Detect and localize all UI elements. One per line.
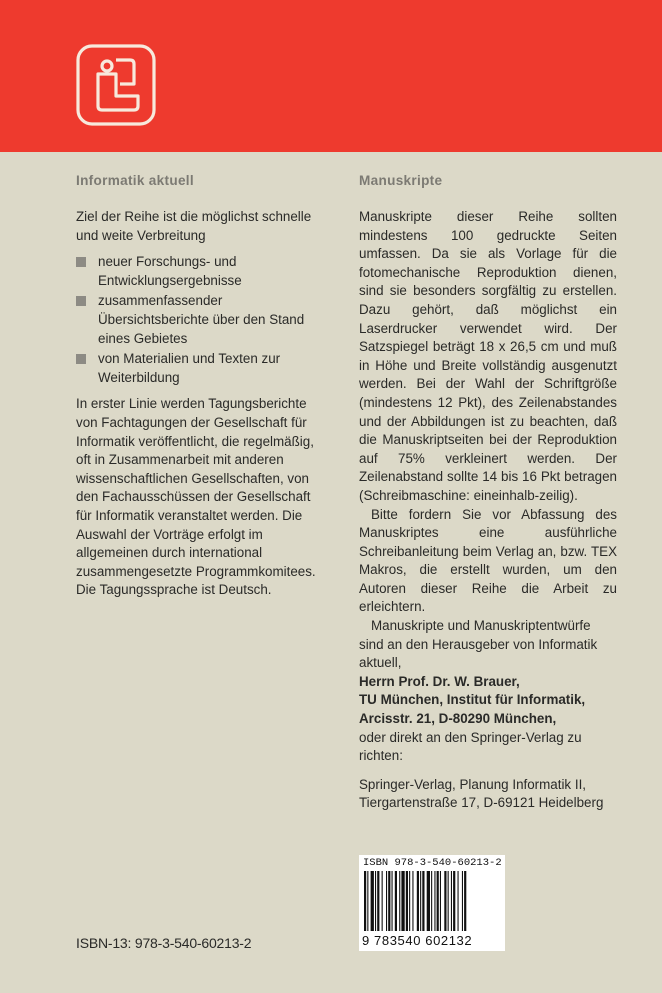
publisher-logo-icon: [76, 44, 156, 126]
editor-address: [359, 673, 617, 729]
series-description: In erster Linie werden Tagungsberichte von Fachtagungen der Gesellschaft für Informatik veröffentlicht, die regelmäßig, oft in Zusammenarbeit mit anderen wissenschaftlichen Gesellschaften, von den Fachausschüssen der Gesellschaft für Informatik veranstaltet werden. Die Auswahl der Vorträge erfolgt im allgemeinen durch international zusammengesetzte Programmkomitees. Die Tagungssprache ist Deutsch.: [76, 396, 316, 598]
top-banner: [0, 0, 662, 152]
barcode-bars: [362, 871, 502, 933]
manuscript-instructions: Bitte fordern Sie vor Abfassung des Manuskriptes eine ausführliche Schreibanleitung beim Verlag an, bzw. TEX Makros, die erstellt wurden, um den Autoren dieser Reihe die Arbeit zu erleichtern.: [359, 506, 617, 615]
square-bullet-icon: [76, 296, 86, 306]
barcode-digits: 9 783540 602132: [362, 933, 473, 948]
submission-note: Manuskripte und Manuskriptentwürfe sind an den Herausgeber von Informatik aktuell,: [359, 618, 598, 671]
publisher-line: Springer-Verlag, Planung Informatik II,: [359, 776, 587, 792]
series-heading: Informatik aktuell: [76, 173, 194, 188]
isbn-barcode: [359, 855, 505, 951]
series-intro: Ziel der Reihe ist die möglichst schnelle und weite Verbreitung: [76, 209, 312, 243]
manuscript-requirements: Manuskripte dieser Reihe sollten mindestens 100 gedruckte Seiten umfassen. Da sie als Vorlage für die fotomechanische Reproduktion dienen, sind sie besonders sorgfältig zu erstellen. Dazu gehört, daß möglichst ein Laserdrucker verwendet wird. Der Satzspiegel beträgt 18 x 26,5 cm und muß in Höhe und Breite vollständig ausgenutzt werden. Bei der Wahl der Schriftgröße (mindestens 12 Pkt), des Zeilenabstandes und der Abbildungen ist zu beachten, daß die Manuskriptseiten bei der Reproduktion auf 75% verkleinert werden. Der Zeilenabstand sollte 14 bis 16 Pkt betragen (Schreibmaschine: eineinhalb-zeilig).: [359, 209, 617, 503]
editor-line: TU München, Institut für Informatik,: [359, 692, 586, 708]
square-bullet-icon: [76, 257, 86, 267]
manuscripts-heading: Manuskripte: [359, 173, 443, 188]
square-bullet-icon: [76, 354, 86, 364]
editor-line: Arcisstr. 21, D-80290 München,: [359, 711, 557, 727]
series-bullet-list: [76, 253, 326, 387]
list-item: neuer Forschungs- und Entwicklungsergebnisse: [76, 253, 326, 290]
right-column: [359, 172, 617, 813]
editor-line: Herrn Prof. Dr. W. Brauer,: [359, 673, 520, 689]
publisher-note: oder direkt an den Springer-Verlag zu richten:: [359, 729, 582, 764]
left-column: [76, 172, 326, 608]
list-item: zusammenfassender Übersichtsberichte über den Stand eines Gebietes: [76, 292, 326, 348]
barcode-isbn-text: ISBN 978-3-540-60213-2: [363, 857, 502, 869]
list-item: von Materialien und Texten zur Weiterbildung: [76, 350, 326, 387]
publisher-address: [359, 776, 617, 813]
publisher-line: Tiergartenstraße 17, D-69121 Heidelberg: [359, 795, 604, 811]
isbn-13-label: ISBN-13: 978-3-540-60213-2: [76, 935, 252, 951]
